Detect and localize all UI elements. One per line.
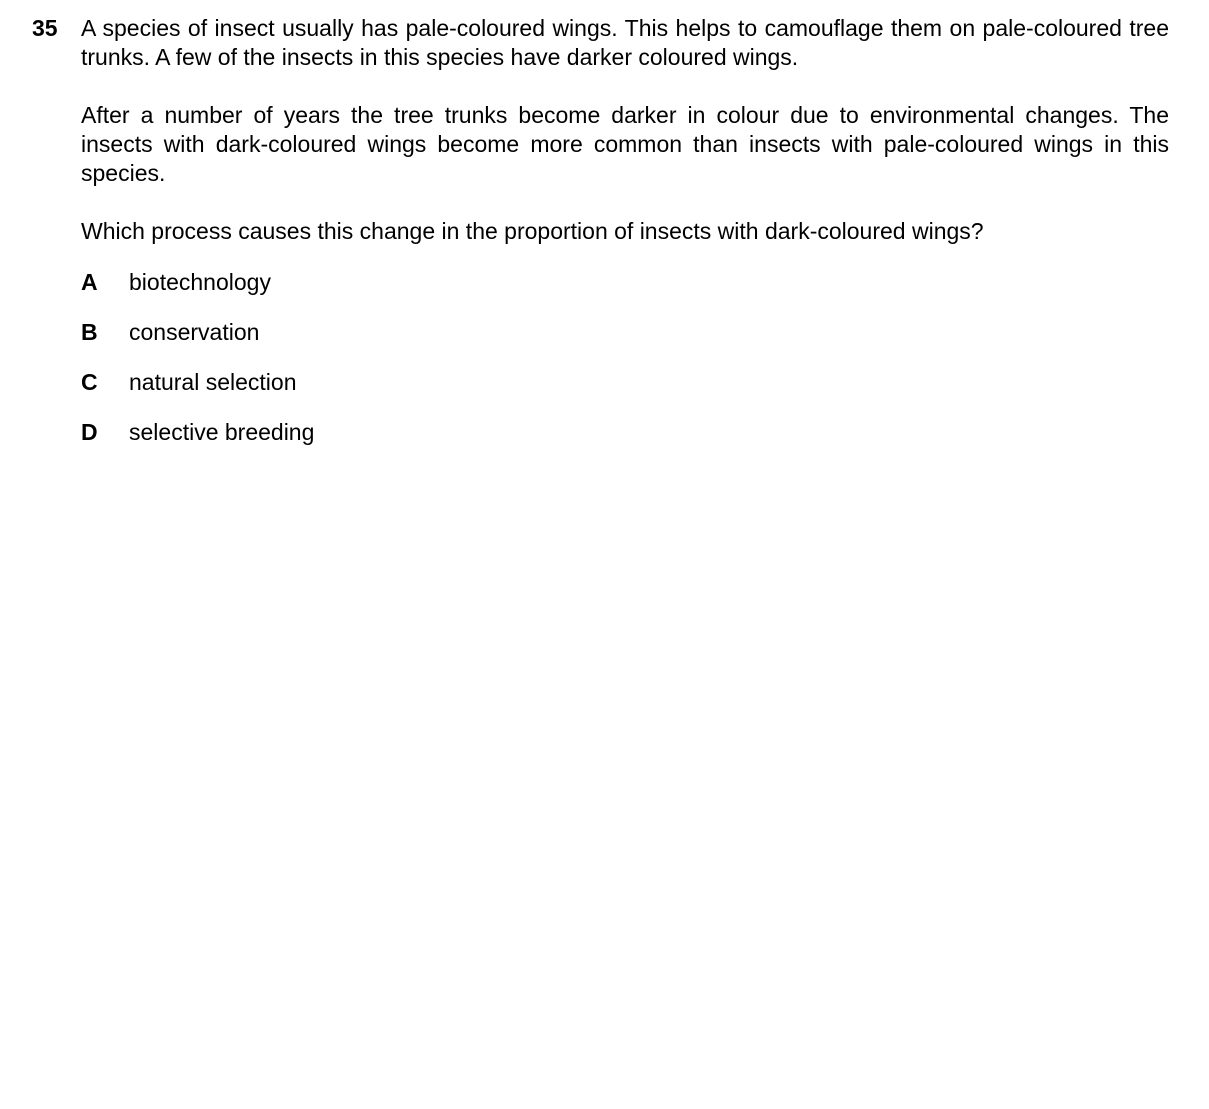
- option-d[interactable]: [81, 418, 1169, 468]
- question-35: [32, 14, 1169, 468]
- question-body: [81, 14, 1169, 468]
- option-text: selective breeding: [129, 419, 315, 445]
- option-c[interactable]: [81, 368, 1169, 418]
- option-letter: A: [81, 269, 98, 295]
- question-stem: Which process causes this change in the proportion of insects with dark-coloured wings?: [81, 218, 984, 244]
- question-paragraph-1: A species of insect usually has pale-coloured wings. This helps to camouflage them on pale-coloured tree trunks. A few of the insects in this species have darker coloured wings.: [81, 15, 1169, 70]
- option-text: conservation: [129, 319, 260, 345]
- question-paragraph-2: After a number of years the tree trunks become darker in colour due to environmental changes. The insects with dark-coloured wings become more common than insects with pale-coloured wings in this species.: [81, 102, 1169, 186]
- option-letter: C: [81, 369, 98, 395]
- option-b[interactable]: [81, 318, 1169, 368]
- option-a[interactable]: [81, 268, 1169, 318]
- option-letter: B: [81, 319, 98, 345]
- answer-options: [81, 268, 1169, 468]
- option-text: biotechnology: [129, 269, 271, 295]
- option-text: natural selection: [129, 369, 297, 395]
- option-letter: D: [81, 419, 98, 445]
- question-number: 35: [32, 15, 58, 41]
